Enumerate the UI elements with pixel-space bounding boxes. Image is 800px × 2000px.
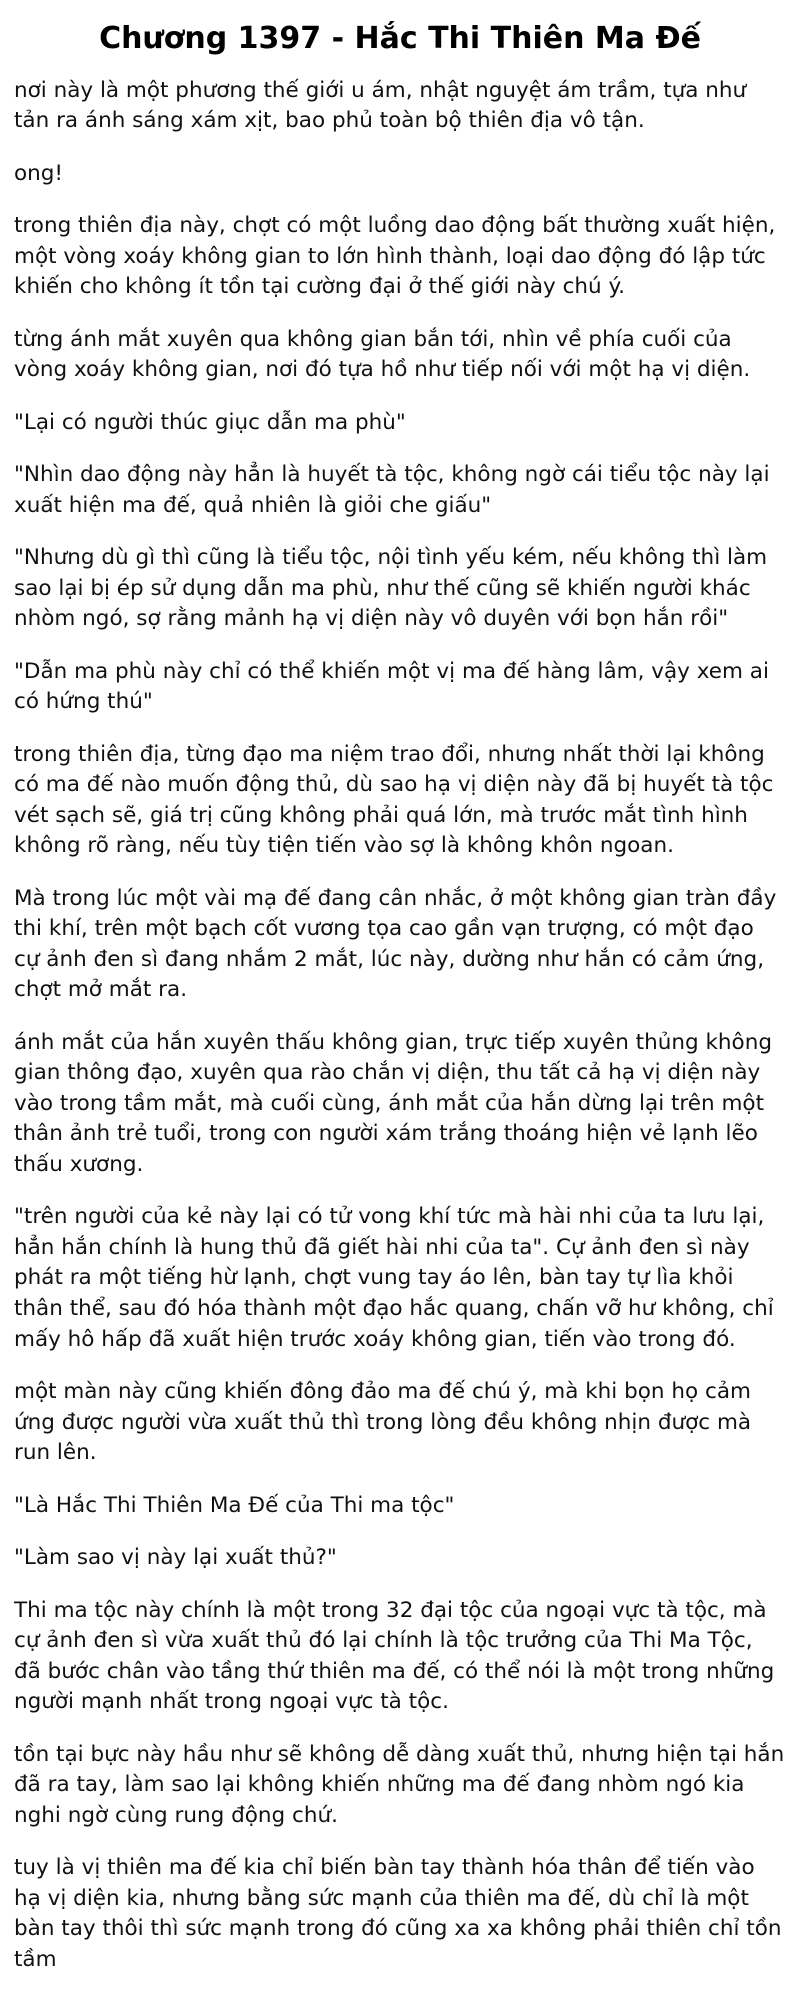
paragraph: Mà trong lúc một vài mạ đế đang cân nhắc, ở một không gian tràn đầy thi khí, trên một bạch cốt vương tọa cao gần vạn trượng, có một đạo cự ảnh đen sì đang nhắm 2 mắt, lúc này, dường như hắn có cảm ứng, chợt mở mắt ra.	[14, 885, 777, 1003]
paragraph: ánh mắt của hắn xuyên thấu không gian, trực tiếp xuyên thủng không gian thông đạo, xuyên qua rào chắn vị diện, thu tất cả hạ vị diện này vào trong tầm mắt, mà cuối cùng, ánh mắt của hắn dừng lại trên một thân ảnh trẻ tuổi, trong con người xám trắng thoáng hiện vẻ lạnh lẽo thấu xương.	[14, 1029, 772, 1177]
paragraph: trong thiên địa này, chợt có một luồng dao động bất thường xuất hiện, một vòng xoáy không gian to lớn hình thành, loại dao động đó lập tức khiến cho không ít tồn tại cường đại ở thế giới này chú ý.	[14, 213, 776, 300]
paragraph: "Dẫn ma phù này chỉ có thể khiến một vị ma đế hàng lâm, vậy xem ai có hứng thú"	[14, 658, 769, 715]
paragraph: Thi ma tộc này chính là một trong 32 đại tộc của ngoại vực tà tộc, mà cự ảnh đen sì vừa xuất thủ đó lại chính là tộc trưởng của Thi Ma Tộc, đã bước chân vào tầng thứ thiên ma đế, có thể nói là một trong những người mạnh nhất trong ngoại vực tà tộc.	[14, 1597, 775, 1715]
paragraph: "Nhưng dù gì thì cũng là tiểu tộc, nội tình yếu kém, nếu không thì làm sao lại bị ép sử dụng dẫn ma phù, như thế cũng sẽ khiến người khác nhòm ngó, sợ rằng mảnh hạ vị diện này vô duyên với bọn hắn rồi"	[14, 545, 768, 632]
paragraph: "Nhìn dao động này hẳn là huyết tà tộc, không ngờ cái tiểu tộc này lại xuất hiện ma đế, quả nhiên là giỏi che giấu"	[14, 462, 770, 518]
paragraph: "Là Hắc Thi Thiên Ma Đế của Thi ma tộc"	[14, 1492, 455, 1518]
paragraph: tồn tại bực này hầu như sẽ không dễ dàng xuất thủ, nhưng hiện tại hắn đã ra tay, làm sao lại không khiến những ma đế đang nhòm ngó kia nghi ngờ cùng rung động chứ.	[14, 1741, 785, 1828]
paragraph: "Làm sao vị này lại xuất thủ?"	[14, 1545, 337, 1571]
page-title: Chương 1397 - Hắc Thi Thiên Ma Đế	[99, 21, 701, 56]
paragraph: ong!	[14, 160, 64, 186]
paragraph: tuy là vị thiên ma đế kia chỉ biến bàn tay thành hóa thân để tiến vào hạ vị diện kia, nhưng bằng sức mạnh của thiên ma đế, dù chỉ là một bàn tay thôi thì sức mạnh trong đó cũng xa xa không phải thiên chỉ tồn tầm	[14, 1855, 782, 1972]
paragraph: "Lại có người thúc giục dẫn ma phù"	[14, 409, 406, 435]
paragraph: một màn này cũng khiến đông đảo ma đế chú ý, mà khi bọn họ cảm ứng được người vừa xuất thủ thì trong lòng đều không nhịn được mà run lên.	[14, 1379, 752, 1466]
paragraph: từng ánh mắt xuyên qua không gian bắn tới, nhìn về phía cuối của vòng xoáy không gian, nơi đó tựa hồ như tiếp nối với một hạ vị diện.	[14, 326, 751, 383]
chapter-content	[14, 76, 786, 1976]
paragraph: trong thiên địa, từng đạo ma niệm trao đổi, nhưng nhất thời lại không có ma đế nào muốn động thủ, dù sao hạ vị diện này đã bị huyết tà tộc vét sạch sẽ, giá trị cũng không phải quá lớn, mà trước mắt tình hình không rõ ràng, nếu tùy tiện tiến vào sợ là không khôn ngoan.	[14, 741, 774, 859]
paragraph: nơi này là một phương thế giới u ám, nhật nguyệt ám trầm, tựa như tản ra ánh sáng xám xịt, bao phủ toàn bộ thiên địa vô tận.	[14, 77, 747, 134]
paragraph: "trên người của kẻ này lại có tử vong khí tức mà hài nhi của ta lưu lại, hẳn hắn chính là hung thủ đã giết hài nhi của ta". Cự ảnh đen sì này phát ra một tiếng hừ lạnh, chợt vung tay áo lên, bàn tay tự lìa khỏi thân thể, sau đó hóa thành một đạo hắc quang, chấn vỡ hư không, chỉ mấy hô hấp đã xuất hiện trước xoáy không gian, tiến vào trong đó.	[14, 1204, 774, 1352]
